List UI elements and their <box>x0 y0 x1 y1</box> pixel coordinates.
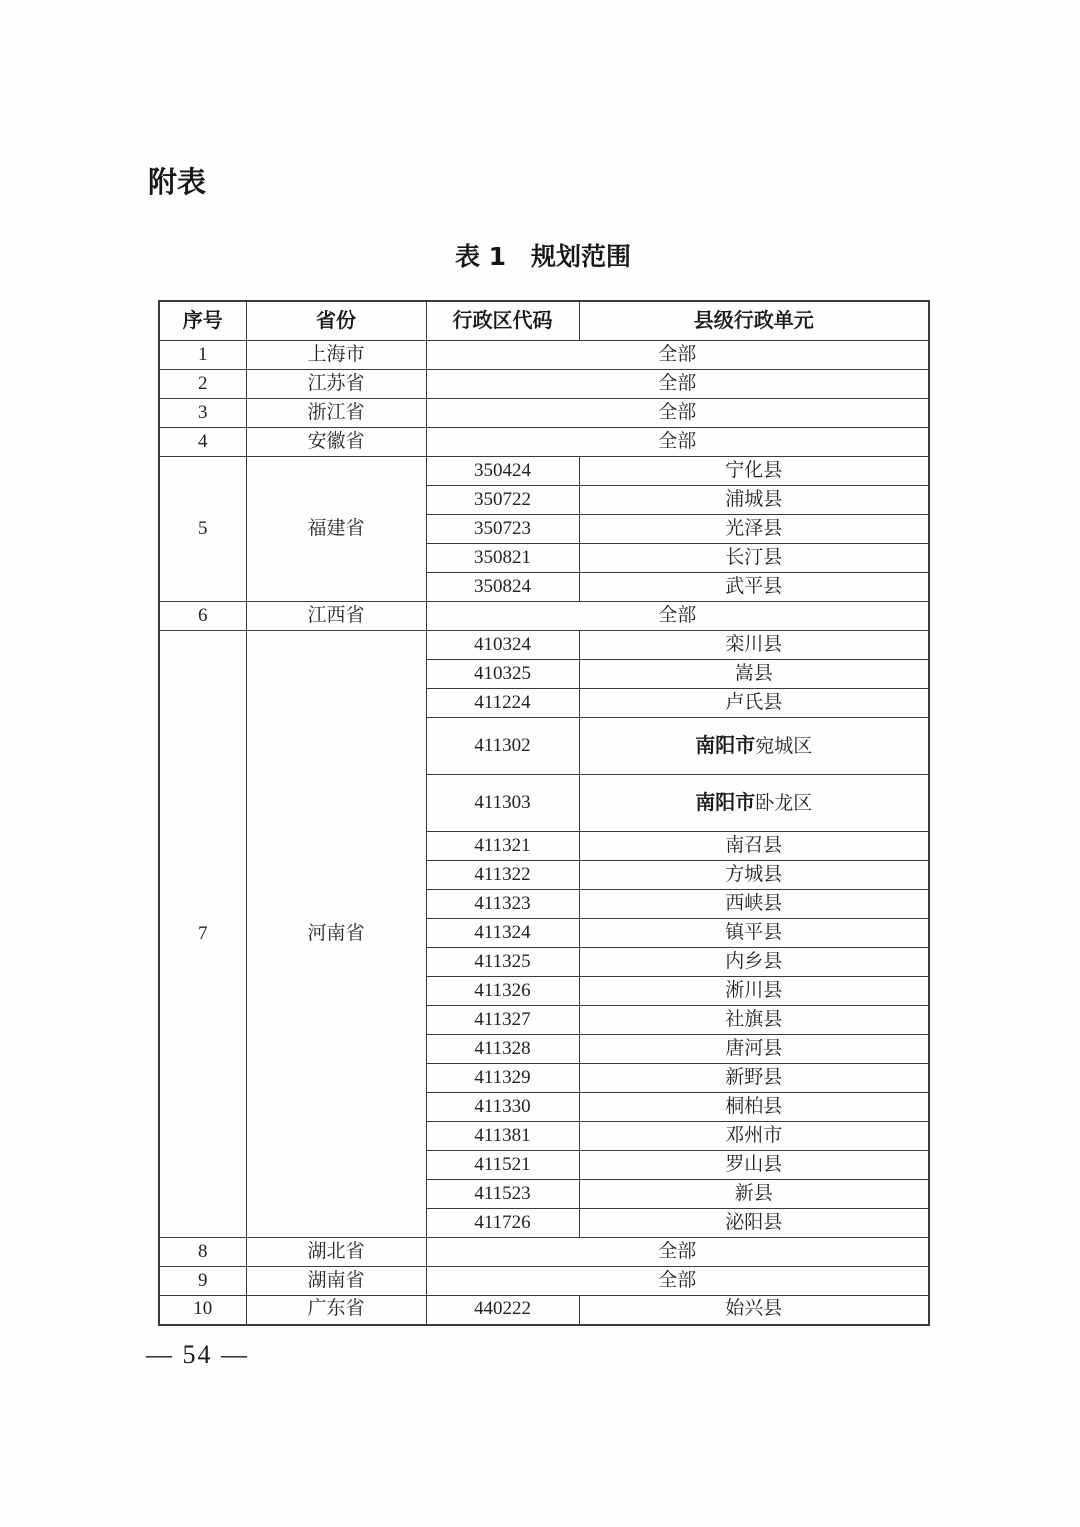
cell-province: 安徽省 <box>246 428 426 457</box>
cell-code: 411521 <box>426 1151 579 1180</box>
table-row <box>159 370 929 399</box>
cell-county: 新野县 <box>579 1064 929 1093</box>
header-county: 县级行政单元 <box>579 301 929 341</box>
cell-province: 河南省 <box>246 631 426 1238</box>
cell-code: 350424 <box>426 457 579 486</box>
city-prefix: 南阳市 <box>695 790 756 815</box>
cell-county: 罗山县 <box>579 1151 929 1180</box>
cell-county: 桐柏县 <box>579 1093 929 1122</box>
cell-code: 411303 <box>426 775 579 832</box>
cell-no: 8 <box>159 1238 246 1267</box>
cell-scope: 全部 <box>426 602 929 631</box>
cell-province: 福建省 <box>246 457 426 602</box>
cell-county: 武平县 <box>579 573 929 602</box>
table-title: 表 1 规划范围 <box>454 242 632 271</box>
cell-code: 411330 <box>426 1093 579 1122</box>
cell-county: 新县 <box>579 1180 929 1209</box>
cell-code: 411322 <box>426 861 579 890</box>
cell-code: 411325 <box>426 948 579 977</box>
appendix-label: 附表 <box>148 165 207 199</box>
cell-county: 南召县 <box>579 832 929 861</box>
cell-code: 411327 <box>426 1006 579 1035</box>
cell-province: 湖南省 <box>246 1267 426 1296</box>
cell-code: 411523 <box>426 1180 579 1209</box>
cell-county: 方城县 <box>579 861 929 890</box>
table-row <box>159 631 929 660</box>
cell-scope: 全部 <box>426 428 929 457</box>
cell-scope: 全部 <box>426 1238 929 1267</box>
cell-county: 邓州市 <box>579 1122 929 1151</box>
cell-code: 411302 <box>426 718 579 775</box>
cell-no: 6 <box>159 602 246 631</box>
cell-code: 410324 <box>426 631 579 660</box>
cell-no: 2 <box>159 370 246 399</box>
cell-no: 1 <box>159 341 246 370</box>
cell-province: 上海市 <box>246 341 426 370</box>
cell-code: 350723 <box>426 515 579 544</box>
cell-code: 411381 <box>426 1122 579 1151</box>
cell-county: 社旗县 <box>579 1006 929 1035</box>
cell-code: 411328 <box>426 1035 579 1064</box>
cell-county: 光泽县 <box>579 515 929 544</box>
cell-code: 411329 <box>426 1064 579 1093</box>
county-name: 宛城区 <box>755 736 813 758</box>
cell-province: 江苏省 <box>246 370 426 399</box>
cell-county: 栾川县 <box>579 631 929 660</box>
planning-scope-table <box>158 300 930 1326</box>
header-no: 序号 <box>159 301 246 341</box>
cell-no: 10 <box>159 1296 246 1325</box>
cell-county: 镇平县 <box>579 919 929 948</box>
cell-county: 卢氏县 <box>579 689 929 718</box>
cell-scope: 全部 <box>426 1267 929 1296</box>
cell-county <box>579 718 929 775</box>
table-row <box>159 1238 929 1267</box>
cell-no: 9 <box>159 1267 246 1296</box>
header-province: 省份 <box>246 301 426 341</box>
table-row <box>159 1267 929 1296</box>
table-row <box>159 457 929 486</box>
page-number: — 54 — <box>146 1340 249 1369</box>
cell-province: 广东省 <box>246 1296 426 1325</box>
header-code: 行政区代码 <box>426 301 579 341</box>
cell-province: 浙江省 <box>246 399 426 428</box>
cell-county: 淅川县 <box>579 977 929 1006</box>
cell-county: 内乡县 <box>579 948 929 977</box>
cell-county <box>579 775 929 832</box>
cell-county: 嵩县 <box>579 660 929 689</box>
cell-county: 泌阳县 <box>579 1209 929 1238</box>
county-name: 卧龙区 <box>755 793 813 815</box>
cell-scope: 全部 <box>426 399 929 428</box>
cell-county: 西峡县 <box>579 890 929 919</box>
cell-code: 350722 <box>426 486 579 515</box>
cell-code: 411324 <box>426 919 579 948</box>
cell-code: 350824 <box>426 573 579 602</box>
cell-county: 长汀县 <box>579 544 929 573</box>
table-row <box>159 602 929 631</box>
cell-code: 411326 <box>426 977 579 1006</box>
cell-county: 宁化县 <box>579 457 929 486</box>
cell-scope: 全部 <box>426 370 929 399</box>
cell-province: 江西省 <box>246 602 426 631</box>
city-prefix: 南阳市 <box>695 733 756 758</box>
cell-code: 411726 <box>426 1209 579 1238</box>
cell-code: 440222 <box>426 1296 579 1325</box>
cell-code: 411224 <box>426 689 579 718</box>
table-row <box>159 341 929 370</box>
cell-code: 350821 <box>426 544 579 573</box>
cell-no: 3 <box>159 399 246 428</box>
cell-code: 411323 <box>426 890 579 919</box>
cell-no: 7 <box>159 631 246 1238</box>
table-row <box>159 399 929 428</box>
cell-no: 4 <box>159 428 246 457</box>
cell-county: 唐河县 <box>579 1035 929 1064</box>
cell-code: 411321 <box>426 832 579 861</box>
table-row <box>159 1296 929 1325</box>
cell-county: 浦城县 <box>579 486 929 515</box>
cell-county: 始兴县 <box>579 1296 929 1325</box>
cell-no: 5 <box>159 457 246 602</box>
cell-scope: 全部 <box>426 341 929 370</box>
cell-province: 湖北省 <box>246 1238 426 1267</box>
table-row <box>159 428 929 457</box>
header-row <box>159 301 929 341</box>
cell-code: 410325 <box>426 660 579 689</box>
